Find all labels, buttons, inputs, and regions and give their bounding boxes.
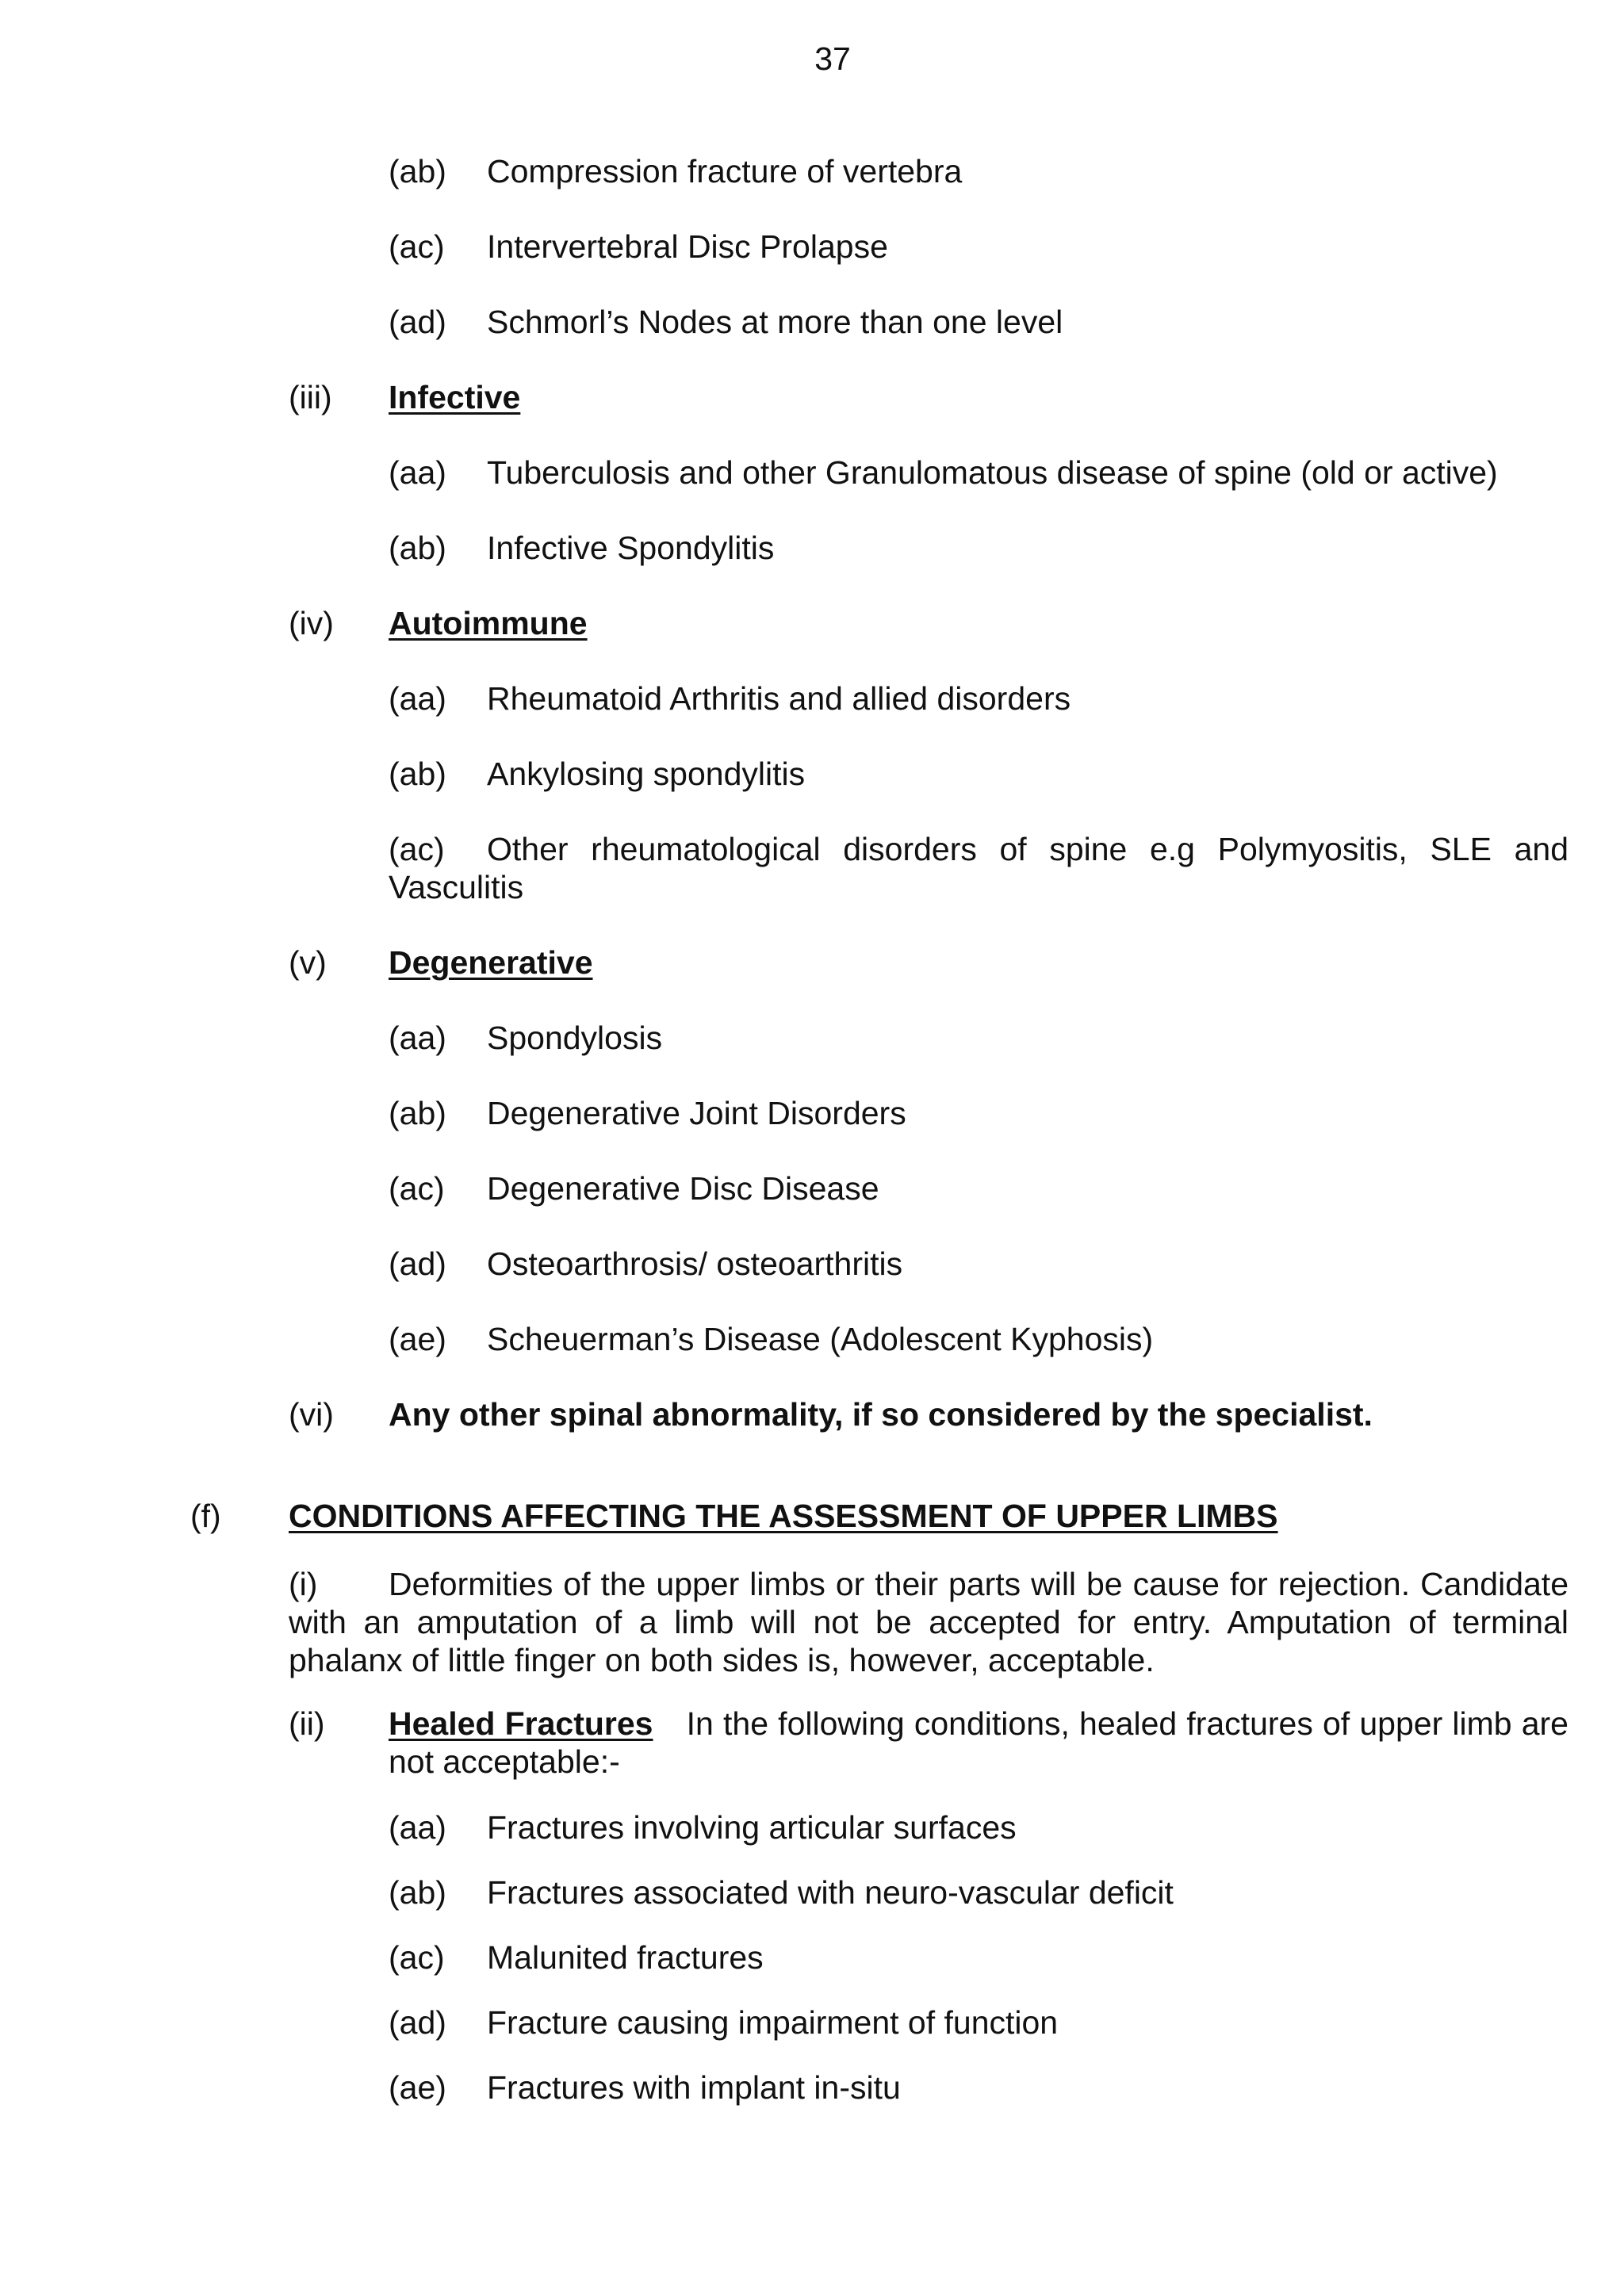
- list-item-marker: (ae): [389, 2069, 446, 2106]
- list-item-text: Tuberculosis and other Granulomatous disease of spine (old or active): [487, 454, 1498, 491]
- list-item-text: Infective Spondylitis: [487, 530, 775, 566]
- list-item-marker: (ab): [389, 530, 446, 566]
- list-item-marker: (aa): [389, 454, 446, 491]
- list-item-text: Degenerative Joint Disorders: [487, 1095, 906, 1131]
- list-item-text: Spondylosis: [487, 1020, 663, 1056]
- list-item-paragraph: [389, 830, 1568, 906]
- list-item-text: Fractures with implant in-situ: [487, 2069, 901, 2106]
- other-spinal-text: Any other spinal abnormality, if so considered by the specialist.: [389, 1396, 1373, 1433]
- list-item-text: Ankylosing spondylitis: [487, 756, 806, 792]
- list-item-marker: (ab): [389, 153, 446, 189]
- list-item-text: Osteoarthrosis/ osteoarthritis: [487, 1246, 903, 1282]
- list-item-marker: (ac): [389, 831, 445, 867]
- list-item-marker: (aa): [389, 1809, 446, 1846]
- list-item-marker: (ac): [389, 228, 445, 265]
- section-marker: (ii): [289, 1705, 325, 1742]
- list-item-marker: (ad): [389, 2004, 446, 2041]
- page-number: 37: [814, 40, 851, 77]
- list-item-text: Fractures associated with neuro-vascular deficit: [487, 1874, 1174, 1911]
- list-item-text: Degenerative Disc Disease: [487, 1170, 879, 1207]
- list-item-marker: (ac): [389, 1939, 445, 1976]
- section-heading-degenerative: Degenerative: [389, 944, 593, 981]
- list-item-marker: (aa): [389, 680, 446, 717]
- healed-fractures-heading: Healed Fractures: [389, 1705, 653, 1742]
- list-item-text: Compression fracture of vertebra: [487, 153, 963, 189]
- paragraph-marker: (i): [289, 1566, 318, 1602]
- list-item-marker: (aa): [389, 1020, 446, 1056]
- paragraph-text: Deformities of the upper limbs or their parts will be cause for rejection. Candidate with an amputation of a limb will not be accepted for entry. Amputation of terminal phalanx of little finger on both sides is, however, acceptable.: [289, 1566, 1568, 1678]
- paragraph-deformities: [289, 1565, 1568, 1679]
- list-item-text: Rheumatoid Arthritis and allied disorders: [487, 680, 1071, 717]
- list-item-text: Fracture causing impairment of function: [487, 2004, 1059, 2041]
- paragraph-text: In the following conditions, healed fractures of upper limb are not acceptable:-: [389, 1705, 1568, 1780]
- section-heading-infective: Infective: [389, 379, 521, 415]
- list-item-marker: (ad): [389, 1246, 446, 1282]
- list-item-text: Malunited fractures: [487, 1939, 764, 1976]
- list-item-text: Fractures involving articular surfaces: [487, 1809, 1017, 1846]
- section-marker: (iv): [289, 605, 334, 641]
- list-item-marker: (ac): [389, 1170, 445, 1207]
- section-heading-upper-limbs: CONDITIONS AFFECTING THE ASSESSMENT OF UPPER LIMBS: [289, 1498, 1278, 1534]
- paragraph-healed-fractures: [389, 1705, 1568, 1781]
- list-item-text: Schmorl’s Nodes at more than one level: [487, 304, 1063, 340]
- list-item-marker: (ab): [389, 1874, 446, 1911]
- list-item-marker: (ab): [389, 756, 446, 792]
- section-marker: (v): [289, 944, 327, 981]
- section-marker: (iii): [289, 379, 332, 415]
- section-marker: (f): [190, 1498, 221, 1534]
- section-heading-autoimmune: Autoimmune: [389, 605, 588, 641]
- list-item-marker: (ad): [389, 304, 446, 340]
- list-item-marker: (ae): [389, 1321, 446, 1357]
- list-item-text: Scheuerman’s Disease (Adolescent Kyphosis): [487, 1321, 1154, 1357]
- list-item-text: Intervertebral Disc Prolapse: [487, 228, 888, 265]
- list-item-text: Other rheumatological disorders of spine e.g Polymyositis, SLE and Vasculitis: [389, 831, 1568, 905]
- section-marker: (vi): [289, 1396, 334, 1433]
- list-item-marker: (ab): [389, 1095, 446, 1131]
